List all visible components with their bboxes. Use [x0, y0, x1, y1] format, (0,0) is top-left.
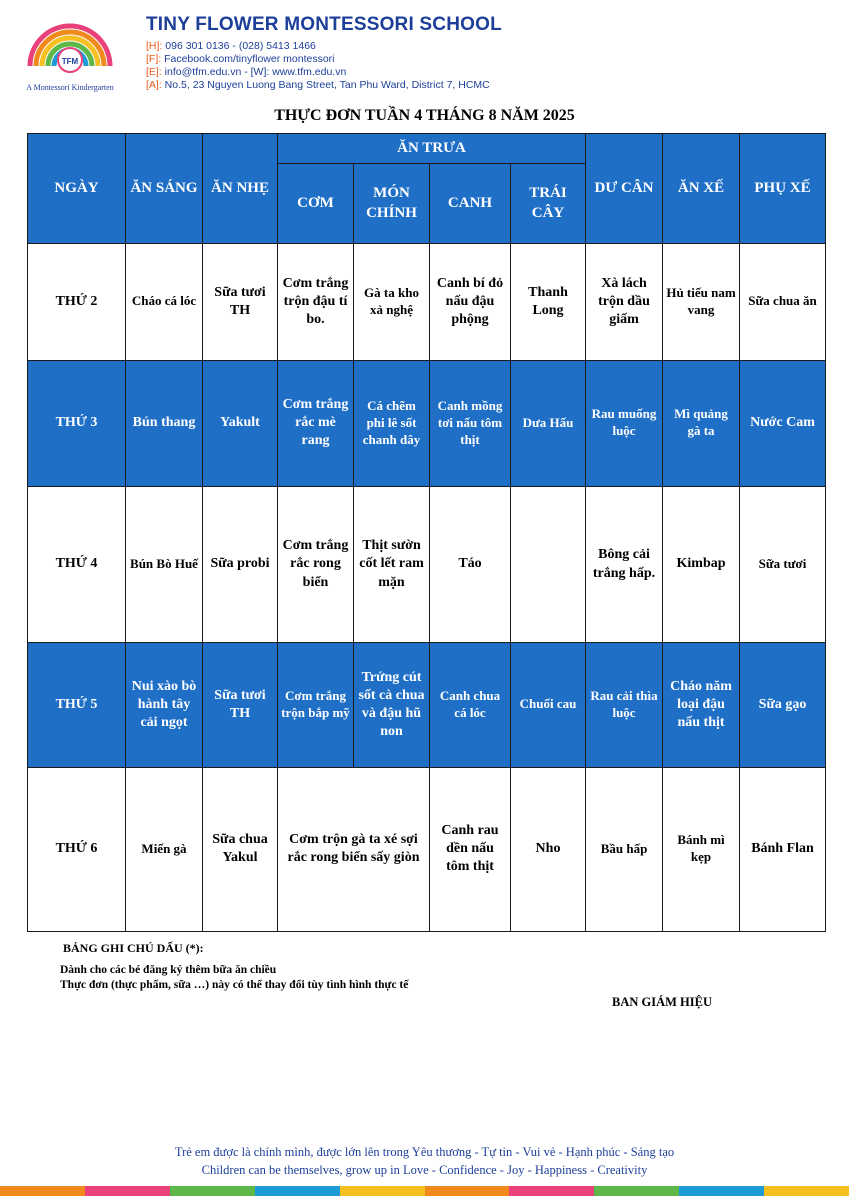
veg-cell: Rau muống luộc: [586, 360, 663, 486]
logo-badge: TFM: [61, 57, 79, 66]
afternoon-cell: Cháo năm loại đậu nấu thịt: [663, 643, 740, 767]
footer-bar-segment: [85, 1186, 170, 1196]
table-row: [28, 360, 826, 486]
snack-cell: Sữa probi: [203, 486, 278, 642]
rice-cell: Cơm trắng rắc rong biển: [278, 486, 354, 642]
slogan-english: Children can be themselves, grow up in Love - Confidence - Joy - Happiness - Creativity: [201, 1163, 648, 1177]
notes-line-1: Dành cho các bé đăng ký thêm bữa ăn chiều: [60, 964, 277, 976]
table-row: [28, 643, 826, 767]
day-cell: THỨ 6: [28, 767, 126, 931]
afternoon-side-cell: Sữa tươi: [740, 486, 826, 642]
fruit-cell: Thanh Long: [511, 244, 586, 360]
fruit-cell: Chuối cau: [511, 643, 586, 767]
notes-line-2: Thực đơn (thực phẩm, sữa …) này có thể thay đổi tùy tình hình thực tế: [60, 979, 409, 991]
table-row: [28, 244, 826, 360]
afternoon-side-cell: Sữa gạo: [740, 643, 826, 767]
veg-cell: Bầu hấp: [586, 767, 663, 931]
main-cell: Gà ta kho xả nghệ: [354, 244, 430, 360]
rice-cell: Cơm trắng trộn bắp mỹ: [278, 643, 354, 767]
snack-cell: Sữa chua Yakul: [203, 767, 278, 931]
header-day: NGÀY: [28, 134, 126, 244]
veg-cell: Rau cải thìa luộc: [586, 643, 663, 767]
contact-facebook: [146, 53, 335, 65]
contact-key: [H]:: [146, 40, 163, 52]
contact-value: info@tfm.edu.vn - [W]: www.tfm.edu.vn: [161, 66, 347, 78]
afternoon-side-cell: Nước Cam: [740, 360, 826, 486]
soup-cell: Canh mồng tơi nấu tôm thịt: [430, 360, 511, 486]
footer-bar-segment: [594, 1186, 679, 1196]
snack-cell: Sữa tươi TH: [203, 643, 278, 767]
veg-cell: Xà lách trộn dầu giấm: [586, 244, 663, 360]
rice-main-combined-cell: Cơm trộn gà ta xé sợi rắc rong biển sấy giòn: [278, 767, 430, 931]
fruit-cell: [511, 486, 586, 642]
footer-bar-segment: [340, 1186, 425, 1196]
header-afternoon-side: PHỤ XẾ: [740, 134, 826, 244]
soup-cell: Táo: [430, 486, 511, 642]
fruit-cell: Dưa Hấu: [511, 360, 586, 486]
header-afternoon: ĂN XẾ: [663, 134, 740, 244]
footer-bar-segment: [170, 1186, 255, 1196]
logo-tagline: A Montessori Kindergarten: [26, 83, 114, 92]
footer-bar-segment: [255, 1186, 340, 1196]
contact-email-web: [146, 66, 346, 78]
soup-cell: Canh rau dền nấu tôm thịt: [430, 767, 511, 931]
footer-bar-segment: [764, 1186, 849, 1196]
soup-cell: Canh bí đỏ nấu đậu phộng: [430, 244, 511, 360]
header-row: [28, 134, 826, 164]
school-name: TINY FLOWER MONTESSORI SCHOOL: [146, 14, 502, 35]
veg-cell: Bông cải trắng hấp.: [586, 486, 663, 642]
day-cell: THỨ 5: [28, 643, 126, 767]
day-cell: THỨ 4: [28, 486, 126, 642]
contact-key: [E]:: [146, 66, 162, 78]
snack-cell: Sữa tươi TH: [203, 244, 278, 360]
contact-key: [F]:: [146, 53, 162, 65]
contact-value: 096 301 0136 - (028) 5413 1466: [162, 40, 316, 52]
contact-phone: [146, 40, 316, 52]
header-breakfast: ĂN SÁNG: [126, 134, 203, 244]
contact-key: [A]:: [146, 79, 162, 91]
afternoon-side-cell: Bánh Flan: [740, 767, 826, 931]
footer-bar-segment: [679, 1186, 764, 1196]
rice-cell: Cơm trắng trộn đậu tí bo.: [278, 244, 354, 360]
table-row: [28, 767, 826, 931]
soup-cell: Canh chua cá lóc: [430, 643, 511, 767]
main-cell: Cá chẽm phi lê sốt chanh dây: [354, 360, 430, 486]
snack-cell: Yakult: [203, 360, 278, 486]
notes-title: BẢNG GHI CHÚ DẤU (*):: [63, 941, 204, 955]
breakfast-cell: Miến gà: [126, 767, 203, 931]
signature-label: BAN GIÁM HIỆU: [612, 995, 713, 1009]
footer-color-bar: [0, 1186, 849, 1196]
breakfast-cell: Cháo cá lóc: [126, 244, 203, 360]
header-main: MÓN CHÍNH: [354, 164, 430, 244]
fruit-cell: Nho: [511, 767, 586, 931]
contact-value: No.5, 23 Nguyen Luong Bang Street, Tan Phu Ward, District 7, HCMC: [161, 79, 490, 91]
header-lunch: ĂN TRƯA: [278, 134, 586, 164]
contact-address: [146, 79, 490, 91]
school-logo: [8, 14, 132, 94]
afternoon-cell: Bánh mì kẹp: [663, 767, 740, 931]
day-cell: THỨ 3: [28, 360, 126, 486]
table-row: [28, 486, 826, 642]
weekly-menu-table: [27, 133, 826, 932]
rice-cell: Cơm trắng rắc mè rang: [278, 360, 354, 486]
afternoon-cell: Kimbap: [663, 486, 740, 642]
main-cell: Trứng cút sốt cà chua và đậu hũ non: [354, 643, 430, 767]
header-veg: DƯ CÂN: [586, 134, 663, 244]
footer-bar-segment: [509, 1186, 594, 1196]
breakfast-cell: Bún thang: [126, 360, 203, 486]
day-cell: THỨ 2: [28, 244, 126, 360]
header-snack: ĂN NHẸ: [203, 134, 278, 244]
menu-title: THỰC ĐƠN TUẦN 4 THÁNG 8 NĂM 2025: [274, 107, 575, 124]
afternoon-side-cell: Sữa chua ăn: [740, 244, 826, 360]
afternoon-cell: Mì quảng gà ta: [663, 360, 740, 486]
header-rice: CƠM: [278, 164, 354, 244]
contact-value: Facebook.com/tinyflower montessori: [161, 53, 335, 65]
afternoon-cell: Hủ tiếu nam vang: [663, 244, 740, 360]
header-fruit: TRÁI CÂY: [511, 164, 586, 244]
breakfast-cell: Bún Bò Huế: [126, 486, 203, 642]
footer-bar-segment: [425, 1186, 510, 1196]
slogan-vietnamese: Trẻ em được là chính mình, được lớn lên trong Yêu thương - Tự tin - Vui vẻ - Hạnh phúc - Sáng tạo: [174, 1145, 675, 1159]
breakfast-cell: Nui xào bò hành tây cải ngọt: [126, 643, 203, 767]
footer-bar-segment: [0, 1186, 85, 1196]
header-soup: CANH: [430, 164, 511, 244]
main-cell: Thịt sườn cốt lết ram mặn: [354, 486, 430, 642]
